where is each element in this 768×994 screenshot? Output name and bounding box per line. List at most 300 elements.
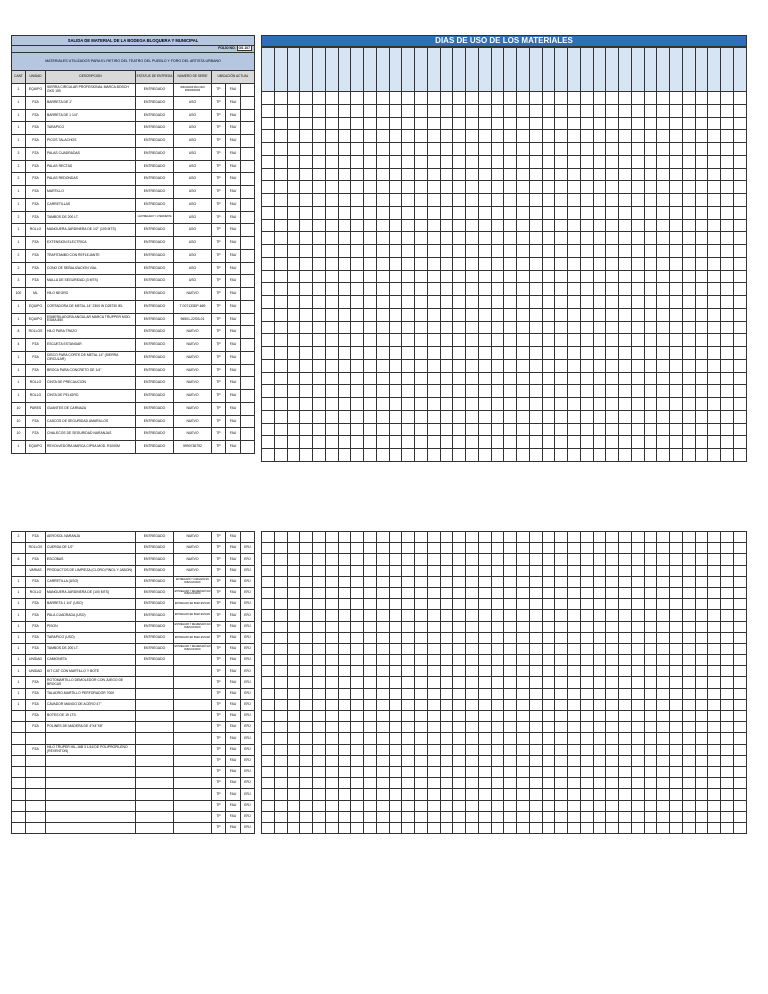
grid-cell[interactable] — [262, 321, 275, 334]
grid-cell[interactable] — [593, 587, 606, 598]
grid-cell[interactable] — [491, 410, 504, 423]
grid-cell[interactable] — [708, 423, 721, 436]
grid-cell[interactable] — [338, 194, 351, 207]
grid-cell[interactable] — [453, 168, 466, 181]
grid-cell[interactable] — [351, 232, 364, 245]
grid-cell[interactable] — [300, 270, 313, 283]
grid-cell[interactable] — [593, 722, 606, 733]
grid-cell[interactable] — [389, 219, 402, 232]
grid-cell[interactable] — [300, 155, 313, 168]
grid-cell[interactable] — [708, 565, 721, 576]
grid-cell[interactable] — [338, 811, 351, 822]
grid-cell[interactable] — [631, 789, 644, 800]
grid-cell[interactable] — [440, 321, 453, 334]
grid-cell[interactable] — [313, 599, 326, 610]
grid-cell[interactable] — [262, 219, 275, 232]
grid-cell[interactable] — [402, 789, 415, 800]
grid-cell[interactable] — [300, 372, 313, 385]
grid-cell[interactable] — [695, 283, 708, 296]
grid-cell[interactable] — [300, 92, 313, 105]
grid-cell[interactable] — [466, 232, 479, 245]
grid-cell[interactable] — [325, 755, 338, 766]
grid-cell[interactable] — [376, 643, 389, 654]
grid-cell[interactable] — [262, 181, 275, 194]
grid-cell[interactable] — [593, 398, 606, 411]
grid-cell[interactable] — [733, 655, 746, 666]
grid-cell[interactable] — [670, 688, 683, 699]
grid-cell[interactable] — [453, 359, 466, 372]
grid-cell[interactable] — [619, 143, 632, 156]
grid-cell[interactable] — [402, 245, 415, 258]
grid-cell[interactable] — [274, 711, 287, 722]
grid-cell[interactable] — [287, 755, 300, 766]
grid-cell[interactable] — [517, 308, 530, 321]
grid-cell[interactable] — [287, 800, 300, 811]
grid-cell[interactable] — [644, 766, 657, 777]
grid-cell[interactable] — [376, 423, 389, 436]
grid-cell[interactable] — [313, 117, 326, 130]
grid-cell[interactable] — [657, 610, 670, 621]
grid-cell[interactable] — [325, 257, 338, 270]
grid-cell[interactable] — [657, 232, 670, 245]
grid-cell[interactable] — [695, 359, 708, 372]
grid-cell[interactable] — [402, 587, 415, 598]
grid-cell[interactable] — [631, 778, 644, 789]
grid-cell[interactable] — [708, 385, 721, 398]
grid-cell[interactable] — [415, 308, 428, 321]
grid-cell[interactable] — [287, 194, 300, 207]
grid-cell[interactable] — [517, 398, 530, 411]
grid-cell[interactable] — [517, 270, 530, 283]
grid-cell[interactable] — [721, 334, 734, 347]
grid-cell[interactable] — [619, 599, 632, 610]
grid-cell[interactable] — [644, 130, 657, 143]
grid-cell[interactable] — [389, 666, 402, 677]
grid-cell[interactable] — [402, 677, 415, 688]
grid-cell[interactable] — [555, 194, 568, 207]
grid-cell[interactable] — [402, 296, 415, 309]
grid-cell[interactable] — [313, 532, 326, 543]
grid-cell[interactable] — [619, 245, 632, 258]
grid-cell[interactable] — [568, 677, 581, 688]
grid-cell[interactable] — [606, 194, 619, 207]
grid-cell[interactable] — [351, 181, 364, 194]
grid-cell[interactable] — [542, 822, 555, 833]
grid-cell[interactable] — [491, 576, 504, 587]
grid-cell[interactable] — [274, 565, 287, 576]
grid-cell[interactable] — [491, 270, 504, 283]
grid-cell[interactable] — [631, 334, 644, 347]
grid-cell[interactable] — [695, 621, 708, 632]
grid-cell[interactable] — [262, 789, 275, 800]
grid-cell[interactable] — [364, 711, 377, 722]
grid-cell[interactable] — [364, 822, 377, 833]
grid-cell[interactable] — [504, 92, 517, 105]
grid-cell[interactable] — [402, 822, 415, 833]
grid-cell[interactable] — [313, 359, 326, 372]
grid-cell[interactable] — [568, 543, 581, 554]
grid-cell[interactable] — [542, 104, 555, 117]
grid-cell[interactable] — [682, 811, 695, 822]
grid-cell[interactable] — [491, 733, 504, 744]
grid-cell[interactable] — [504, 711, 517, 722]
grid-cell[interactable] — [427, 554, 440, 565]
grid-cell[interactable] — [682, 219, 695, 232]
grid-cell[interactable] — [555, 822, 568, 833]
grid-cell[interactable] — [682, 543, 695, 554]
grid-cell[interactable] — [670, 811, 683, 822]
grid-cell[interactable] — [402, 270, 415, 283]
grid-cell[interactable] — [364, 372, 377, 385]
grid-cell[interactable] — [364, 423, 377, 436]
grid-cell[interactable] — [695, 92, 708, 105]
grid-cell[interactable] — [389, 92, 402, 105]
grid-cell[interactable] — [733, 308, 746, 321]
grid-cell[interactable] — [644, 245, 657, 258]
grid-cell[interactable] — [262, 143, 275, 156]
grid-cell[interactable] — [478, 436, 491, 449]
grid-cell[interactable] — [491, 321, 504, 334]
grid-cell[interactable] — [644, 257, 657, 270]
grid-cell[interactable] — [517, 423, 530, 436]
grid-cell[interactable] — [580, 206, 593, 219]
grid-cell[interactable] — [351, 632, 364, 643]
grid-cell[interactable] — [376, 632, 389, 643]
grid-cell[interactable] — [427, 632, 440, 643]
grid-cell[interactable] — [478, 449, 491, 462]
grid-cell[interactable] — [351, 385, 364, 398]
grid-cell[interactable] — [529, 117, 542, 130]
grid-cell[interactable] — [682, 155, 695, 168]
grid-cell[interactable] — [733, 347, 746, 360]
grid-cell[interactable] — [300, 206, 313, 219]
grid-cell[interactable] — [287, 245, 300, 258]
grid-cell[interactable] — [619, 283, 632, 296]
grid-cell[interactable] — [631, 733, 644, 744]
grid-cell[interactable] — [682, 117, 695, 130]
grid-cell[interactable] — [619, 621, 632, 632]
grid-cell[interactable] — [491, 554, 504, 565]
grid-cell[interactable] — [427, 599, 440, 610]
grid-cell[interactable] — [478, 347, 491, 360]
grid-cell[interactable] — [427, 155, 440, 168]
grid-cell[interactable] — [568, 599, 581, 610]
grid-cell[interactable] — [529, 283, 542, 296]
grid-cell[interactable] — [389, 194, 402, 207]
grid-cell[interactable] — [606, 599, 619, 610]
grid-cell[interactable] — [606, 822, 619, 833]
grid-cell[interactable] — [568, 308, 581, 321]
grid-cell[interactable] — [619, 789, 632, 800]
grid-cell[interactable] — [593, 688, 606, 699]
grid-cell[interactable] — [568, 565, 581, 576]
grid-cell[interactable] — [555, 130, 568, 143]
grid-cell[interactable] — [542, 554, 555, 565]
grid-cell[interactable] — [274, 359, 287, 372]
grid-cell[interactable] — [300, 168, 313, 181]
grid-cell[interactable] — [262, 398, 275, 411]
grid-cell[interactable] — [325, 711, 338, 722]
grid-cell[interactable] — [389, 610, 402, 621]
grid-cell[interactable] — [733, 130, 746, 143]
grid-cell[interactable] — [300, 245, 313, 258]
grid-cell[interactable] — [466, 766, 479, 777]
grid-cell[interactable] — [440, 755, 453, 766]
grid-cell[interactable] — [708, 372, 721, 385]
grid-cell[interactable] — [606, 632, 619, 643]
grid-cell[interactable] — [351, 143, 364, 156]
grid-cell[interactable] — [721, 257, 734, 270]
grid-cell[interactable] — [427, 587, 440, 598]
grid-cell[interactable] — [313, 270, 326, 283]
grid-cell[interactable] — [606, 347, 619, 360]
grid-cell[interactable] — [351, 733, 364, 744]
grid-cell[interactable] — [504, 643, 517, 654]
grid-cell[interactable] — [580, 130, 593, 143]
grid-cell[interactable] — [708, 436, 721, 449]
grid-cell[interactable] — [338, 699, 351, 710]
grid-cell[interactable] — [619, 206, 632, 219]
grid-cell[interactable] — [491, 699, 504, 710]
grid-cell[interactable] — [402, 359, 415, 372]
grid-cell[interactable] — [504, 800, 517, 811]
grid-cell[interactable] — [402, 206, 415, 219]
grid-cell[interactable] — [657, 219, 670, 232]
grid-cell[interactable] — [376, 155, 389, 168]
grid-cell[interactable] — [274, 744, 287, 755]
grid-cell[interactable] — [619, 554, 632, 565]
grid-cell[interactable] — [274, 554, 287, 565]
grid-cell[interactable] — [389, 599, 402, 610]
grid-cell[interactable] — [300, 621, 313, 632]
grid-cell[interactable] — [682, 423, 695, 436]
grid-cell[interactable] — [427, 206, 440, 219]
grid-cell[interactable] — [351, 822, 364, 833]
grid-cell[interactable] — [606, 436, 619, 449]
grid-cell[interactable] — [338, 643, 351, 654]
grid-cell[interactable] — [555, 699, 568, 710]
grid-cell[interactable] — [262, 372, 275, 385]
grid-cell[interactable] — [695, 755, 708, 766]
grid-cell[interactable] — [631, 155, 644, 168]
grid-cell[interactable] — [517, 744, 530, 755]
grid-cell[interactable] — [682, 104, 695, 117]
grid-cell[interactable] — [619, 372, 632, 385]
grid-cell[interactable] — [453, 104, 466, 117]
grid-cell[interactable] — [606, 270, 619, 283]
grid-cell[interactable] — [504, 436, 517, 449]
grid-cell[interactable] — [453, 733, 466, 744]
grid-cell[interactable] — [364, 543, 377, 554]
grid-cell[interactable] — [542, 308, 555, 321]
grid-cell[interactable] — [517, 372, 530, 385]
grid-cell[interactable] — [466, 778, 479, 789]
grid-cell[interactable] — [580, 565, 593, 576]
grid-cell[interactable] — [721, 789, 734, 800]
grid-cell[interactable] — [466, 398, 479, 411]
grid-cell[interactable] — [682, 372, 695, 385]
grid-cell[interactable] — [504, 688, 517, 699]
grid-cell[interactable] — [644, 632, 657, 643]
grid-cell[interactable] — [708, 92, 721, 105]
grid-cell[interactable] — [415, 599, 428, 610]
grid-cell[interactable] — [389, 744, 402, 755]
grid-cell[interactable] — [657, 257, 670, 270]
grid-cell[interactable] — [708, 104, 721, 117]
grid-cell[interactable] — [580, 117, 593, 130]
grid-cell[interactable] — [682, 565, 695, 576]
grid-cell[interactable] — [351, 206, 364, 219]
grid-cell[interactable] — [287, 677, 300, 688]
grid-cell[interactable] — [262, 359, 275, 372]
grid-cell[interactable] — [619, 359, 632, 372]
grid-cell[interactable] — [389, 565, 402, 576]
grid-cell[interactable] — [708, 688, 721, 699]
grid-cell[interactable] — [274, 168, 287, 181]
grid-cell[interactable] — [376, 599, 389, 610]
grid-cell[interactable] — [478, 130, 491, 143]
grid-cell[interactable] — [580, 722, 593, 733]
grid-cell[interactable] — [466, 632, 479, 643]
grid-cell[interactable] — [300, 543, 313, 554]
grid-cell[interactable] — [325, 666, 338, 677]
grid-cell[interactable] — [733, 755, 746, 766]
grid-cell[interactable] — [389, 811, 402, 822]
grid-cell[interactable] — [631, 181, 644, 194]
grid-cell[interactable] — [415, 554, 428, 565]
grid-cell[interactable] — [325, 789, 338, 800]
grid-cell[interactable] — [670, 104, 683, 117]
grid-cell[interactable] — [274, 347, 287, 360]
grid-cell[interactable] — [313, 181, 326, 194]
grid-cell[interactable] — [491, 599, 504, 610]
grid-cell[interactable] — [300, 610, 313, 621]
grid-cell[interactable] — [555, 733, 568, 744]
grid-cell[interactable] — [491, 117, 504, 130]
grid-cell[interactable] — [504, 449, 517, 462]
grid-cell[interactable] — [415, 800, 428, 811]
grid-cell[interactable] — [529, 800, 542, 811]
grid-cell[interactable] — [580, 666, 593, 677]
grid-cell[interactable] — [517, 296, 530, 309]
grid-cell[interactable] — [682, 733, 695, 744]
grid-cell[interactable] — [568, 436, 581, 449]
grid-cell[interactable] — [555, 206, 568, 219]
grid-cell[interactable] — [682, 398, 695, 411]
grid-cell[interactable] — [415, 643, 428, 654]
grid-cell[interactable] — [453, 334, 466, 347]
grid-cell[interactable] — [721, 532, 734, 543]
grid-cell[interactable] — [542, 587, 555, 598]
grid-cell[interactable] — [287, 722, 300, 733]
grid-cell[interactable] — [453, 587, 466, 598]
grid-cell[interactable] — [606, 655, 619, 666]
grid-cell[interactable] — [427, 722, 440, 733]
grid-cell[interactable] — [657, 822, 670, 833]
grid-cell[interactable] — [287, 410, 300, 423]
grid-cell[interactable] — [402, 766, 415, 777]
grid-cell[interactable] — [619, 92, 632, 105]
grid-cell[interactable] — [313, 245, 326, 258]
grid-cell[interactable] — [453, 181, 466, 194]
grid-cell[interactable] — [708, 532, 721, 543]
grid-cell[interactable] — [364, 321, 377, 334]
grid-cell[interactable] — [491, 398, 504, 411]
grid-cell[interactable] — [619, 385, 632, 398]
grid-cell[interactable] — [695, 257, 708, 270]
grid-cell[interactable] — [580, 321, 593, 334]
grid-cell[interactable] — [619, 643, 632, 654]
grid-cell[interactable] — [619, 722, 632, 733]
grid-cell[interactable] — [517, 130, 530, 143]
grid-cell[interactable] — [440, 587, 453, 598]
grid-cell[interactable] — [682, 436, 695, 449]
grid-cell[interactable] — [529, 308, 542, 321]
grid-cell[interactable] — [389, 155, 402, 168]
grid-cell[interactable] — [440, 143, 453, 156]
grid-cell[interactable] — [631, 245, 644, 258]
grid-cell[interactable] — [364, 359, 377, 372]
grid-cell[interactable] — [695, 143, 708, 156]
grid-cell[interactable] — [708, 347, 721, 360]
grid-cell[interactable] — [338, 92, 351, 105]
grid-cell[interactable] — [555, 334, 568, 347]
grid-cell[interactable] — [695, 711, 708, 722]
grid-cell[interactable] — [262, 168, 275, 181]
grid-cell[interactable] — [504, 677, 517, 688]
grid-cell[interactable] — [478, 655, 491, 666]
grid-cell[interactable] — [478, 587, 491, 598]
grid-cell[interactable] — [593, 283, 606, 296]
grid-cell[interactable] — [274, 666, 287, 677]
grid-cell[interactable] — [695, 155, 708, 168]
grid-cell[interactable] — [287, 92, 300, 105]
grid-cell[interactable] — [606, 92, 619, 105]
grid-cell[interactable] — [606, 565, 619, 576]
grid-cell[interactable] — [721, 744, 734, 755]
grid-cell[interactable] — [478, 410, 491, 423]
grid-cell[interactable] — [670, 449, 683, 462]
grid-cell[interactable] — [631, 632, 644, 643]
grid-cell[interactable] — [606, 778, 619, 789]
grid-cell[interactable] — [619, 666, 632, 677]
grid-cell[interactable] — [313, 219, 326, 232]
grid-cell[interactable] — [427, 688, 440, 699]
grid-cell[interactable] — [491, 181, 504, 194]
grid-cell[interactable] — [415, 677, 428, 688]
grid-cell[interactable] — [593, 232, 606, 245]
grid-cell[interactable] — [542, 92, 555, 105]
grid-cell[interactable] — [695, 543, 708, 554]
grid-cell[interactable] — [644, 576, 657, 587]
grid-cell[interactable] — [287, 744, 300, 755]
grid-cell[interactable] — [478, 308, 491, 321]
grid-cell[interactable] — [682, 576, 695, 587]
grid-cell[interactable] — [338, 800, 351, 811]
grid-cell[interactable] — [415, 733, 428, 744]
grid-cell[interactable] — [644, 181, 657, 194]
grid-cell[interactable] — [287, 733, 300, 744]
grid-cell[interactable] — [364, 117, 377, 130]
grid-cell[interactable] — [402, 398, 415, 411]
grid-cell[interactable] — [478, 744, 491, 755]
grid-cell[interactable] — [364, 554, 377, 565]
grid-cell[interactable] — [619, 677, 632, 688]
grid-cell[interactable] — [478, 699, 491, 710]
grid-cell[interactable] — [466, 347, 479, 360]
grid-cell[interactable] — [325, 219, 338, 232]
grid-cell[interactable] — [478, 554, 491, 565]
